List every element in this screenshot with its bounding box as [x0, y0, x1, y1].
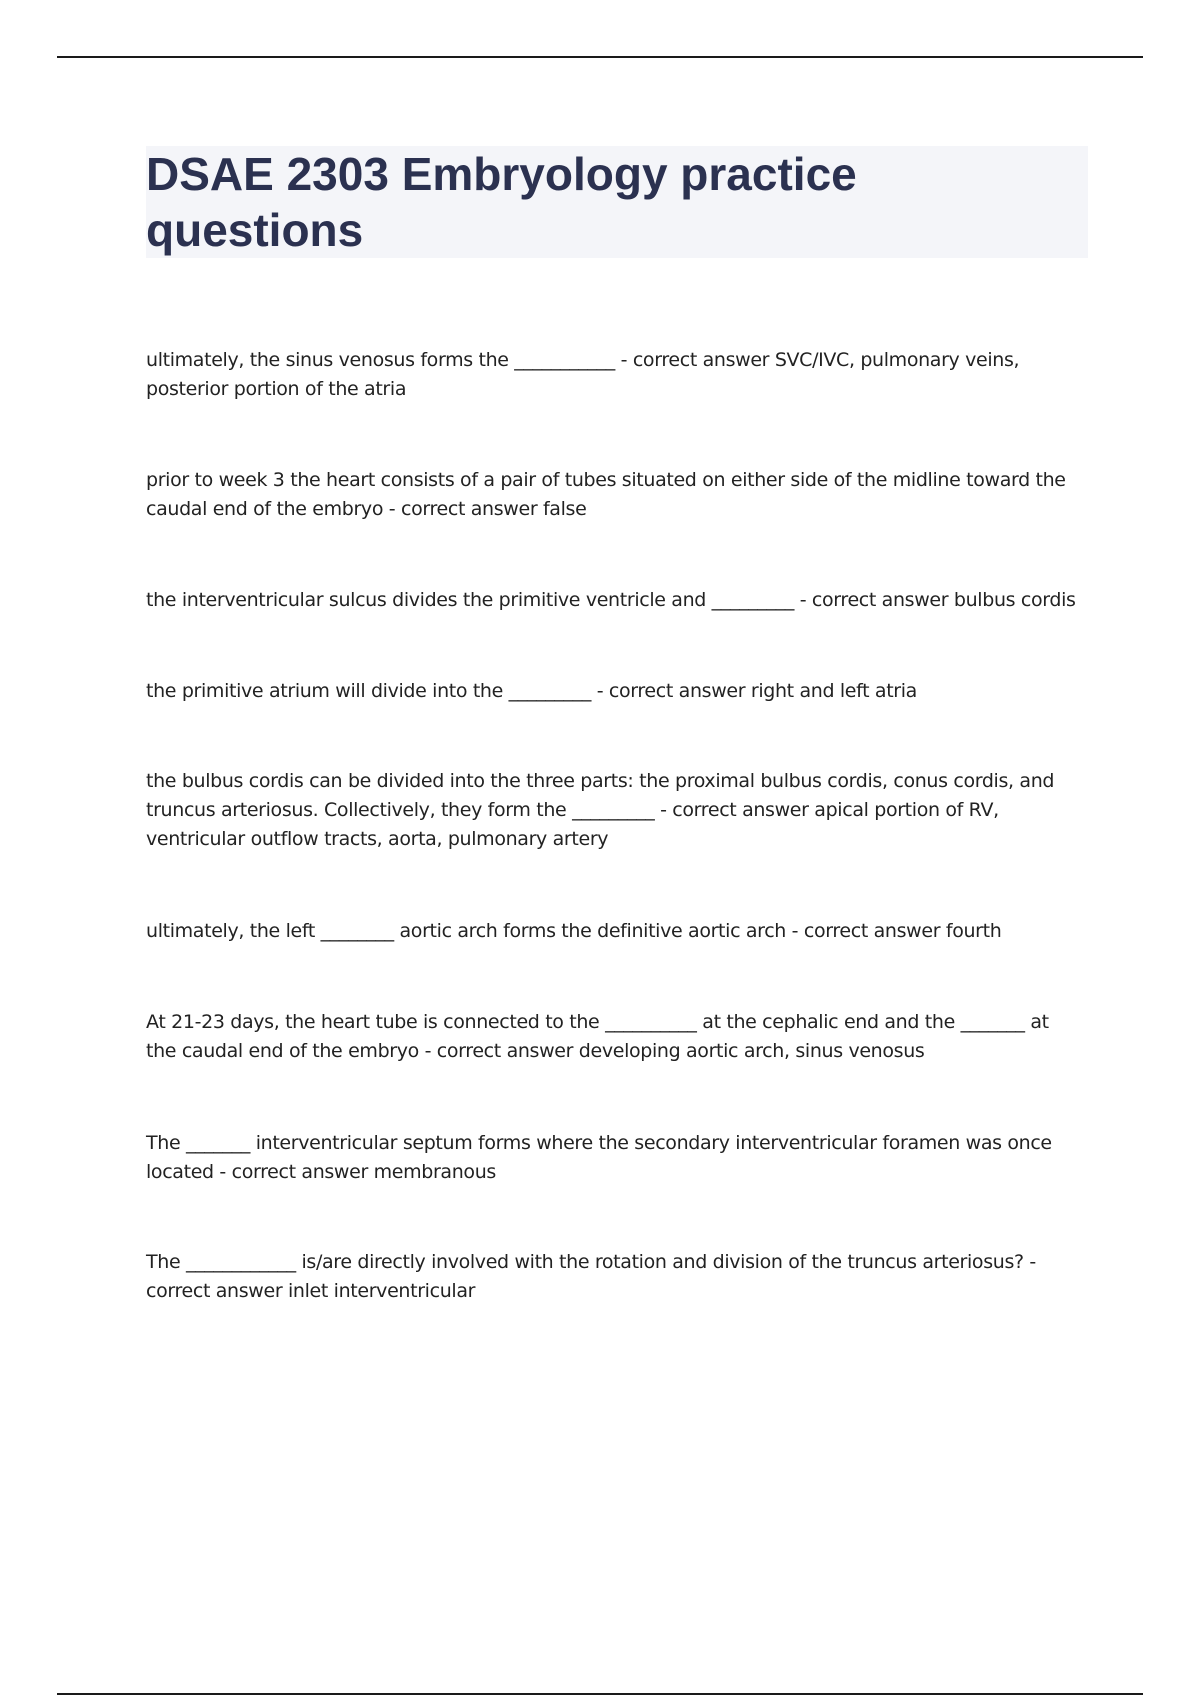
question-item-6: ultimately, the left ________ aortic arch forms the definitive aortic arch - correct answer fourth — [146, 920, 1002, 942]
question-item-3: the interventricular sulcus divides the primitive ventricle and _________ - correct answer bulbus cordis — [146, 589, 1076, 611]
question-item-8: The _______ interventricular septum forms where the secondary interventricular foramen was once located - correct answer membranous — [146, 1132, 1052, 1183]
question-item-7: At 21-23 days, the heart tube is connected to the __________ at the cephalic end and the _______ at the caudal end of the embryo - correct answer developing aortic arch, sinus venosus — [146, 1011, 1049, 1062]
question-item-4: the primitive atrium will divide into the _________ - correct answer right and left atria — [146, 680, 917, 702]
question-item-1: ultimately, the sinus venosus forms the ___________ - correct answer SVC/IVC, pulmonary veins, posterior portion of the atria — [146, 349, 1020, 400]
footer-rule — [57, 1693, 1143, 1695]
question-item-5: the bulbus cordis can be divided into the three parts: the proximal bulbus cordis, conus cordis, and truncus arteriosus. Collectively, they form the _________ - correct answer apical portion of RV, ventricular outflow tracts, aorta, pulmonary artery — [146, 770, 1055, 850]
question-item-9: The ____________ is/are directly involved with the rotation and division of the truncus arteriosus? - correct answer inlet interventricular — [146, 1251, 1036, 1302]
question-item-2: prior to week 3 the heart consists of a pair of tubes situated on either side of the midline toward the caudal end of the embryo - correct answer false — [146, 469, 1066, 520]
header-rule — [57, 56, 1143, 58]
page-title: DSAE 2303 Embryology practice questions — [146, 148, 857, 256]
